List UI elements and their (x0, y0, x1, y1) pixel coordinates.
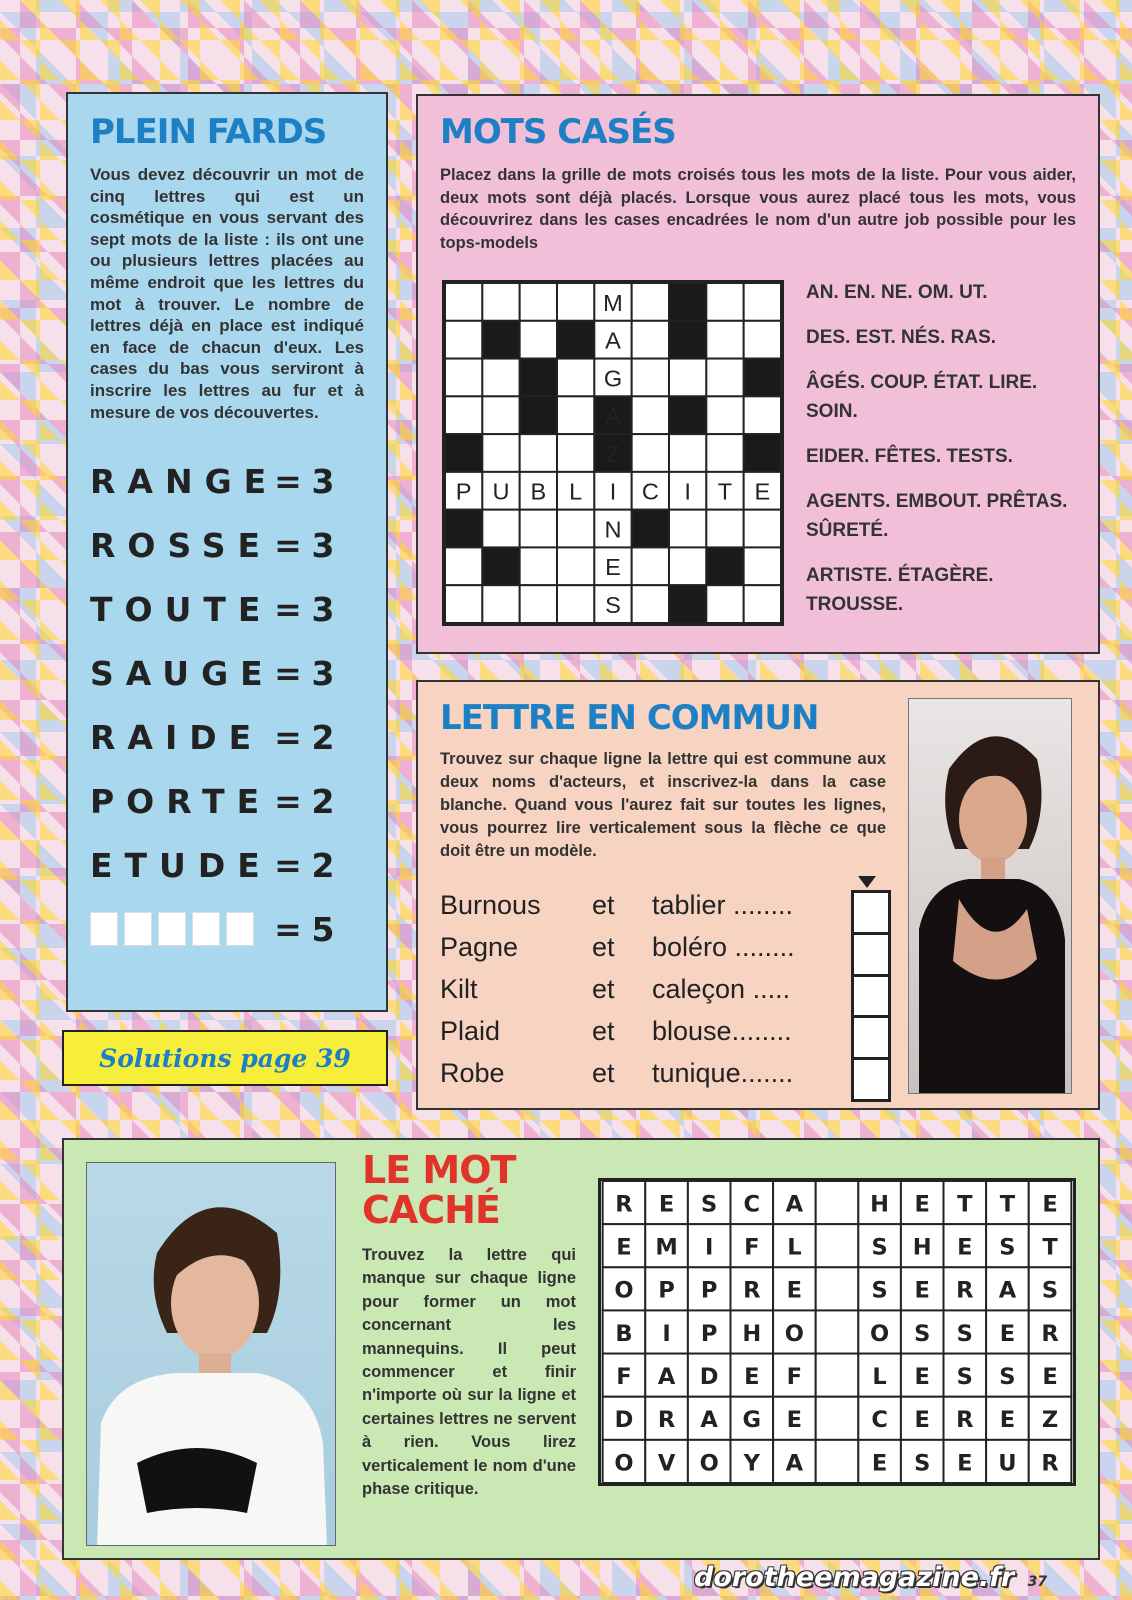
word: PORTE (90, 781, 272, 821)
crossword-cell[interactable] (445, 321, 482, 359)
crossword-cell[interactable] (445, 585, 482, 623)
hidden-word-letter: S (871, 1277, 888, 1304)
mots-cases-description: Placez dans la grille de mots croisés tous les mots de la liste. Pour vous aider, deux mots sont déjà placés. Lorsque vous aurez placé tous les mots, vous découvrirez dans les cases encadrées le nom d'un autre job possible pour les tops-models (440, 166, 1076, 252)
second-word: tablier ........ (652, 889, 794, 920)
hidden-word-letter: Z (1041, 1407, 1059, 1434)
hidden-word-letter: S (871, 1234, 888, 1261)
answer-box[interactable] (854, 1018, 888, 1060)
crossword-cell[interactable] (632, 510, 669, 548)
solutions-banner (62, 1030, 388, 1086)
answer-box[interactable] (854, 1060, 888, 1099)
hidden-word-letter: P (658, 1277, 675, 1304)
crossword-cell[interactable] (482, 396, 519, 434)
answer-box[interactable] (192, 912, 220, 946)
hidden-word-letter: S (999, 1363, 1016, 1390)
le-mot-cache-title-line1: LE MOT (362, 1148, 516, 1192)
hidden-word-letter: C (871, 1407, 888, 1434)
hidden-word-letter: F (616, 1363, 632, 1390)
actor-row (440, 884, 820, 926)
hidden-word-letter: T (957, 1191, 973, 1218)
hidden-word-letter: E (914, 1191, 930, 1218)
hidden-word-letter: E (658, 1191, 675, 1218)
second-word: caleçon ..... (652, 973, 791, 1004)
actor-row (440, 1052, 820, 1094)
hidden-word-letter: O (614, 1277, 634, 1304)
footer-watermark (694, 1562, 1124, 1598)
crossword-letter-across: E (754, 478, 771, 505)
equals-sign: = (274, 653, 302, 693)
hidden-word-letter: Y (743, 1450, 760, 1477)
hidden-word-cell[interactable] (816, 1310, 859, 1353)
first-word: Plaid (440, 1015, 501, 1046)
crossword-cell[interactable] (482, 510, 519, 548)
conjunction: et (592, 1057, 615, 1088)
plein-fards-description: Vous devez découvrir un mot de cinq lettres qui est un cosmétique en vous servant des sept mots de la liste : ils ont une ou plusieurs lettres placées au même endroit que les lettres du mot à trouver. Le nombre de lettres déjà en place est indiqué en face de chacun d'eux. Les cases du bas vous serviront à inscrire les lettres au fur et à mesure de vos découvertes. (90, 165, 364, 422)
hidden-word-letter: E (786, 1407, 803, 1434)
hidden-word-letter: S (999, 1234, 1016, 1261)
crossword-letter-across: I (684, 478, 691, 505)
hidden-word-grid-svg[interactable] (601, 1181, 1073, 1483)
crossword-cell[interactable] (706, 510, 743, 548)
word: TOUTE (90, 589, 273, 629)
crossword-cell[interactable] (520, 396, 557, 434)
mots-cases-panel (416, 94, 1100, 654)
word: ETUDE (90, 845, 272, 885)
letter-count: 5 (311, 909, 335, 949)
crossword-cell[interactable] (520, 434, 557, 472)
plein-fards-panel (66, 92, 388, 1012)
crossword-grid[interactable] (442, 280, 784, 626)
hidden-word-letter: E (999, 1320, 1016, 1347)
hidden-word-letter: R (1041, 1450, 1059, 1477)
crossword-cell[interactable] (669, 321, 706, 359)
letter-count: 3 (311, 589, 335, 629)
crossword-cell[interactable] (706, 321, 743, 359)
hidden-word-letter: E (914, 1407, 930, 1434)
crossword-cell[interactable] (557, 396, 594, 434)
word-row (90, 769, 364, 833)
crossword-cell[interactable] (520, 585, 557, 623)
hidden-word-letter: R (743, 1277, 761, 1304)
equals-sign: = (274, 525, 302, 565)
crossword-cell[interactable] (557, 434, 594, 472)
crossword-letter-down: G (603, 365, 623, 392)
crossword-cell[interactable] (744, 283, 781, 321)
crossword-letter-down: Z (605, 440, 621, 467)
crossword-cell[interactable] (445, 283, 482, 321)
hidden-word-letter: R (657, 1407, 676, 1434)
word-group: AN. EN. NE. OM. UT. (806, 282, 988, 303)
crossword-letter-across: I (609, 478, 617, 505)
letter-count: 2 (311, 781, 335, 821)
crossword-cell[interactable] (632, 585, 669, 623)
model-photo-illustration (909, 699, 1072, 1094)
letter-count: 2 (311, 717, 335, 757)
answer-box[interactable] (124, 912, 152, 946)
equals-sign: = (274, 781, 302, 821)
crossword-cell[interactable] (669, 434, 706, 472)
hidden-word-letter: S (956, 1363, 973, 1390)
crossword-grid-svg[interactable] (445, 283, 781, 623)
hidden-word-letter: S (914, 1450, 931, 1477)
down-arrow-icon (858, 876, 876, 888)
crossword-letter-across: L (569, 478, 583, 505)
crossword-cell[interactable] (482, 283, 519, 321)
crossword-letter-down: M (603, 289, 623, 316)
crossword-letter-across: C (641, 478, 659, 505)
word-group: AGENTS. EMBOUT. PRÊTAS. SÛRETÉ. (806, 491, 1068, 541)
equals-sign: = (274, 845, 302, 885)
hidden-word-letter: R (956, 1277, 974, 1304)
crossword-letter-down: N (604, 516, 622, 543)
crossword-cell[interactable] (706, 283, 743, 321)
answer-box[interactable] (854, 977, 888, 1019)
hidden-word-cell[interactable] (816, 1224, 859, 1267)
hidden-word-letter: E (914, 1277, 930, 1304)
letter-count: 3 (311, 461, 335, 501)
word: ROSSE (90, 525, 273, 565)
answer-box[interactable] (90, 912, 118, 946)
crossword-cell[interactable] (557, 359, 594, 397)
hidden-word-letter: B (615, 1320, 633, 1347)
crossword-cell[interactable] (632, 321, 669, 359)
crossword-cell[interactable] (482, 359, 519, 397)
hidden-word-letter: I (662, 1320, 671, 1347)
crossword-cell[interactable] (557, 321, 594, 359)
crossword-cell[interactable] (445, 547, 482, 585)
crossword-cell[interactable] (482, 585, 519, 623)
crossword-letter-across: P (455, 478, 472, 505)
crossword-cell[interactable] (744, 547, 781, 585)
mots-cases-word-lists (806, 278, 1090, 635)
crossword-letter-down: A (605, 327, 621, 354)
crossword-cell[interactable] (520, 283, 557, 321)
page-number: 37 (1027, 1574, 1048, 1590)
le-mot-cache-panel (62, 1138, 1100, 1560)
conjunction: et (592, 1015, 615, 1046)
second-word: blouse........ (652, 1015, 792, 1046)
hidden-word-letter: E (957, 1450, 973, 1477)
actor-row (440, 926, 820, 968)
hidden-word-letter: D (614, 1407, 634, 1434)
hidden-word-cell[interactable] (816, 1181, 859, 1224)
hidden-word-grid[interactable] (598, 1178, 1076, 1486)
hidden-word-letter: E (957, 1234, 973, 1261)
second-word: boléro ........ (652, 931, 795, 962)
word: RAIDE (90, 717, 264, 757)
hidden-word-letter: E (616, 1234, 632, 1261)
hidden-word-letter: F (786, 1363, 803, 1390)
equals-sign: = (274, 717, 302, 757)
crossword-cell[interactable] (482, 434, 519, 472)
hidden-word-letter: O (699, 1450, 719, 1477)
crossword-cell[interactable] (669, 585, 706, 623)
word-group: EIDER. FÊTES. TESTS. (806, 446, 1013, 467)
equals-sign: = (274, 589, 302, 629)
crossword-cell[interactable] (744, 321, 781, 359)
lettre-en-commun-panel (416, 680, 1100, 1110)
hidden-word-letter: L (872, 1363, 887, 1390)
hidden-word-letter: S (914, 1320, 931, 1347)
crossword-cell[interactable] (557, 283, 594, 321)
word-row (90, 577, 364, 641)
word-row (90, 513, 364, 577)
hidden-word-letter: L (787, 1234, 802, 1261)
crossword-letter-across: B (530, 478, 547, 505)
crossword-cell[interactable] (744, 434, 781, 472)
first-word: Burnous (440, 889, 541, 920)
word-group: ARTISTE. ÉTAGÈRE. TROUSSE. (806, 565, 994, 615)
model-photo-dark-top (908, 698, 1072, 1094)
equals-sign: = (274, 909, 302, 949)
crossword-cell[interactable] (557, 585, 594, 623)
conjunction: et (592, 973, 615, 1004)
first-word: Pagne (440, 931, 519, 962)
hidden-word-letter: U (998, 1450, 1017, 1477)
hidden-word-letter: H (870, 1191, 890, 1218)
footer-site: dorotheemagazine.fr (694, 1562, 1015, 1593)
hidden-word-letter: H (912, 1234, 932, 1261)
crossword-cell[interactable] (445, 359, 482, 397)
letter-count: 3 (311, 653, 335, 693)
crossword-cell[interactable] (706, 434, 743, 472)
hidden-word-letter: T (1042, 1234, 1058, 1261)
word-row (90, 641, 364, 705)
hidden-word-letter: E (871, 1450, 888, 1477)
crossword-cell[interactable] (706, 547, 743, 585)
le-mot-cache-title (362, 1150, 515, 1230)
lettre-en-commun-title: LETTRE EN COMMUN (440, 698, 819, 738)
word: SAUGE (90, 653, 275, 693)
crossword-cell[interactable] (744, 396, 781, 434)
word-row (90, 449, 364, 513)
hidden-word-letter: M (655, 1234, 678, 1261)
crossword-cell[interactable] (744, 585, 781, 623)
crossword-letter-down: A (605, 403, 621, 430)
word-row (90, 705, 364, 769)
hidden-word-letter: E (1042, 1191, 1058, 1218)
hidden-word-letter: O (784, 1320, 804, 1347)
crossword-cell[interactable] (445, 396, 482, 434)
crossword-letter-across: U (492, 478, 510, 505)
crossword-cell[interactable] (520, 510, 557, 548)
actor-rows (440, 884, 820, 1094)
hidden-word-cell[interactable] (816, 1354, 859, 1397)
answer-box[interactable] (226, 912, 254, 946)
answer-boxes[interactable] (90, 912, 268, 946)
crossword-cell[interactable] (520, 547, 557, 585)
solutions-text: Solutions page 39 (99, 1043, 351, 1073)
hidden-word-letter: R (1041, 1320, 1059, 1347)
crossword-cell[interactable] (669, 547, 706, 585)
crossword-cell[interactable] (482, 547, 519, 585)
word-group: DES. EST. NÉS. RAS. (806, 327, 997, 348)
crossword-cell[interactable] (632, 434, 669, 472)
hidden-word-letter: S (956, 1320, 973, 1347)
actor-row (440, 968, 820, 1010)
hidden-word-letter: S (1041, 1277, 1059, 1304)
answer-row (90, 897, 364, 961)
crossword-cell[interactable] (669, 396, 706, 434)
le-mot-cache-title-line2: CACHÉ (362, 1188, 500, 1232)
crossword-cell[interactable] (520, 359, 557, 397)
crossword-cell[interactable] (520, 321, 557, 359)
model-photo-illustration (87, 1163, 336, 1546)
hidden-word-letter: T (999, 1191, 1016, 1218)
lettre-en-commun-description: Trouvez sur chaque ligne la lettre qui est commune aux deux noms d'acteurs, et inscrivez-la dans la case blanche. Quand vous l'aurez fait sur toutes les lignes, vous pourrez lire verticalement sous la flèche ce que doit être un modèle. (440, 750, 886, 860)
crossword-cell[interactable] (632, 396, 669, 434)
hidden-word-letter: A (785, 1450, 804, 1477)
crossword-cell[interactable] (706, 396, 743, 434)
hidden-word-letter: R (615, 1191, 633, 1218)
hidden-word-letter: A (998, 1277, 1017, 1304)
conjunction: et (592, 931, 615, 962)
hidden-word-letter: P (700, 1277, 718, 1304)
hidden-word-letter: E (999, 1407, 1016, 1434)
hidden-word-cell[interactable] (816, 1397, 859, 1440)
actor-row (440, 1010, 820, 1052)
crossword-letter-down: S (605, 591, 621, 618)
le-mot-cache-description: Trouvez la lettre qui manque sur chaque ligne pour former un mot concernant les mannequins. Il peut commencer et finir n'importe où sur la ligne et certaines lettres ne servent à rien. Vous lirez verticalement le nom d'une phase critique. (362, 1246, 576, 1499)
crossword-cell[interactable] (557, 547, 594, 585)
hidden-word-letter: A (700, 1407, 718, 1434)
hidden-word-letter: R (956, 1407, 974, 1434)
crossword-cell[interactable] (706, 585, 743, 623)
equals-sign: = (274, 461, 302, 501)
crossword-cell[interactable] (744, 510, 781, 548)
word-row (90, 833, 364, 897)
letter-count: 3 (311, 525, 335, 565)
crossword-cell[interactable] (632, 547, 669, 585)
hidden-word-letter: C (743, 1191, 761, 1218)
hidden-word-letter: O (614, 1450, 634, 1477)
answer-column[interactable] (851, 890, 891, 1102)
hidden-word-letter: O (870, 1320, 890, 1347)
crossword-cell[interactable] (482, 321, 519, 359)
model-photo-white-shirt (86, 1162, 336, 1546)
hidden-word-letter: P (700, 1320, 718, 1347)
hidden-word-letter: I (704, 1234, 714, 1261)
crossword-cell[interactable] (445, 510, 482, 548)
plein-fards-word-list (90, 449, 364, 961)
answer-box[interactable] (158, 912, 186, 946)
hidden-word-letter: D (699, 1363, 719, 1390)
crossword-cell[interactable] (744, 359, 781, 397)
first-word: Robe (440, 1057, 505, 1088)
hidden-word-letter: A (785, 1191, 804, 1218)
conjunction: et (592, 889, 615, 920)
hidden-word-letter: V (657, 1450, 676, 1477)
crossword-letter-down: E (605, 554, 621, 581)
mots-cases-title: MOTS CASÉS (440, 112, 676, 152)
crossword-cell[interactable] (632, 359, 669, 397)
crossword-cell[interactable] (669, 283, 706, 321)
hidden-word-cell[interactable] (816, 1267, 859, 1310)
first-word: Kilt (440, 973, 478, 1004)
crossword-cell[interactable] (669, 510, 706, 548)
word: RANGE (90, 461, 279, 501)
hidden-word-letter: E (914, 1363, 930, 1390)
crossword-letter-across: T (717, 478, 733, 505)
hidden-word-cell[interactable] (816, 1440, 859, 1483)
answer-box[interactable] (854, 893, 888, 935)
plein-fards-title: PLEIN FARDS (90, 112, 327, 152)
hidden-word-letter: E (1042, 1363, 1058, 1390)
second-word: tunique....... (652, 1057, 794, 1088)
answer-box[interactable] (854, 935, 888, 977)
crossword-cell[interactable] (557, 510, 594, 548)
hidden-word-letter: A (657, 1363, 676, 1390)
crossword-cell[interactable] (445, 434, 482, 472)
hidden-word-letter: F (744, 1234, 760, 1261)
crossword-cell[interactable] (632, 283, 669, 321)
hidden-word-letter: G (742, 1407, 762, 1434)
crossword-cell[interactable] (669, 359, 706, 397)
hidden-word-letter: E (786, 1277, 803, 1304)
word-group: ÂGÉS. COUP. ÉTAT. LIRE. SOIN. (806, 372, 1038, 422)
crossword-cell[interactable] (706, 359, 743, 397)
hidden-word-letter: H (742, 1320, 762, 1347)
letter-count: 2 (311, 845, 335, 885)
hidden-word-letter: E (744, 1363, 760, 1390)
hidden-word-letter: S (701, 1191, 718, 1218)
